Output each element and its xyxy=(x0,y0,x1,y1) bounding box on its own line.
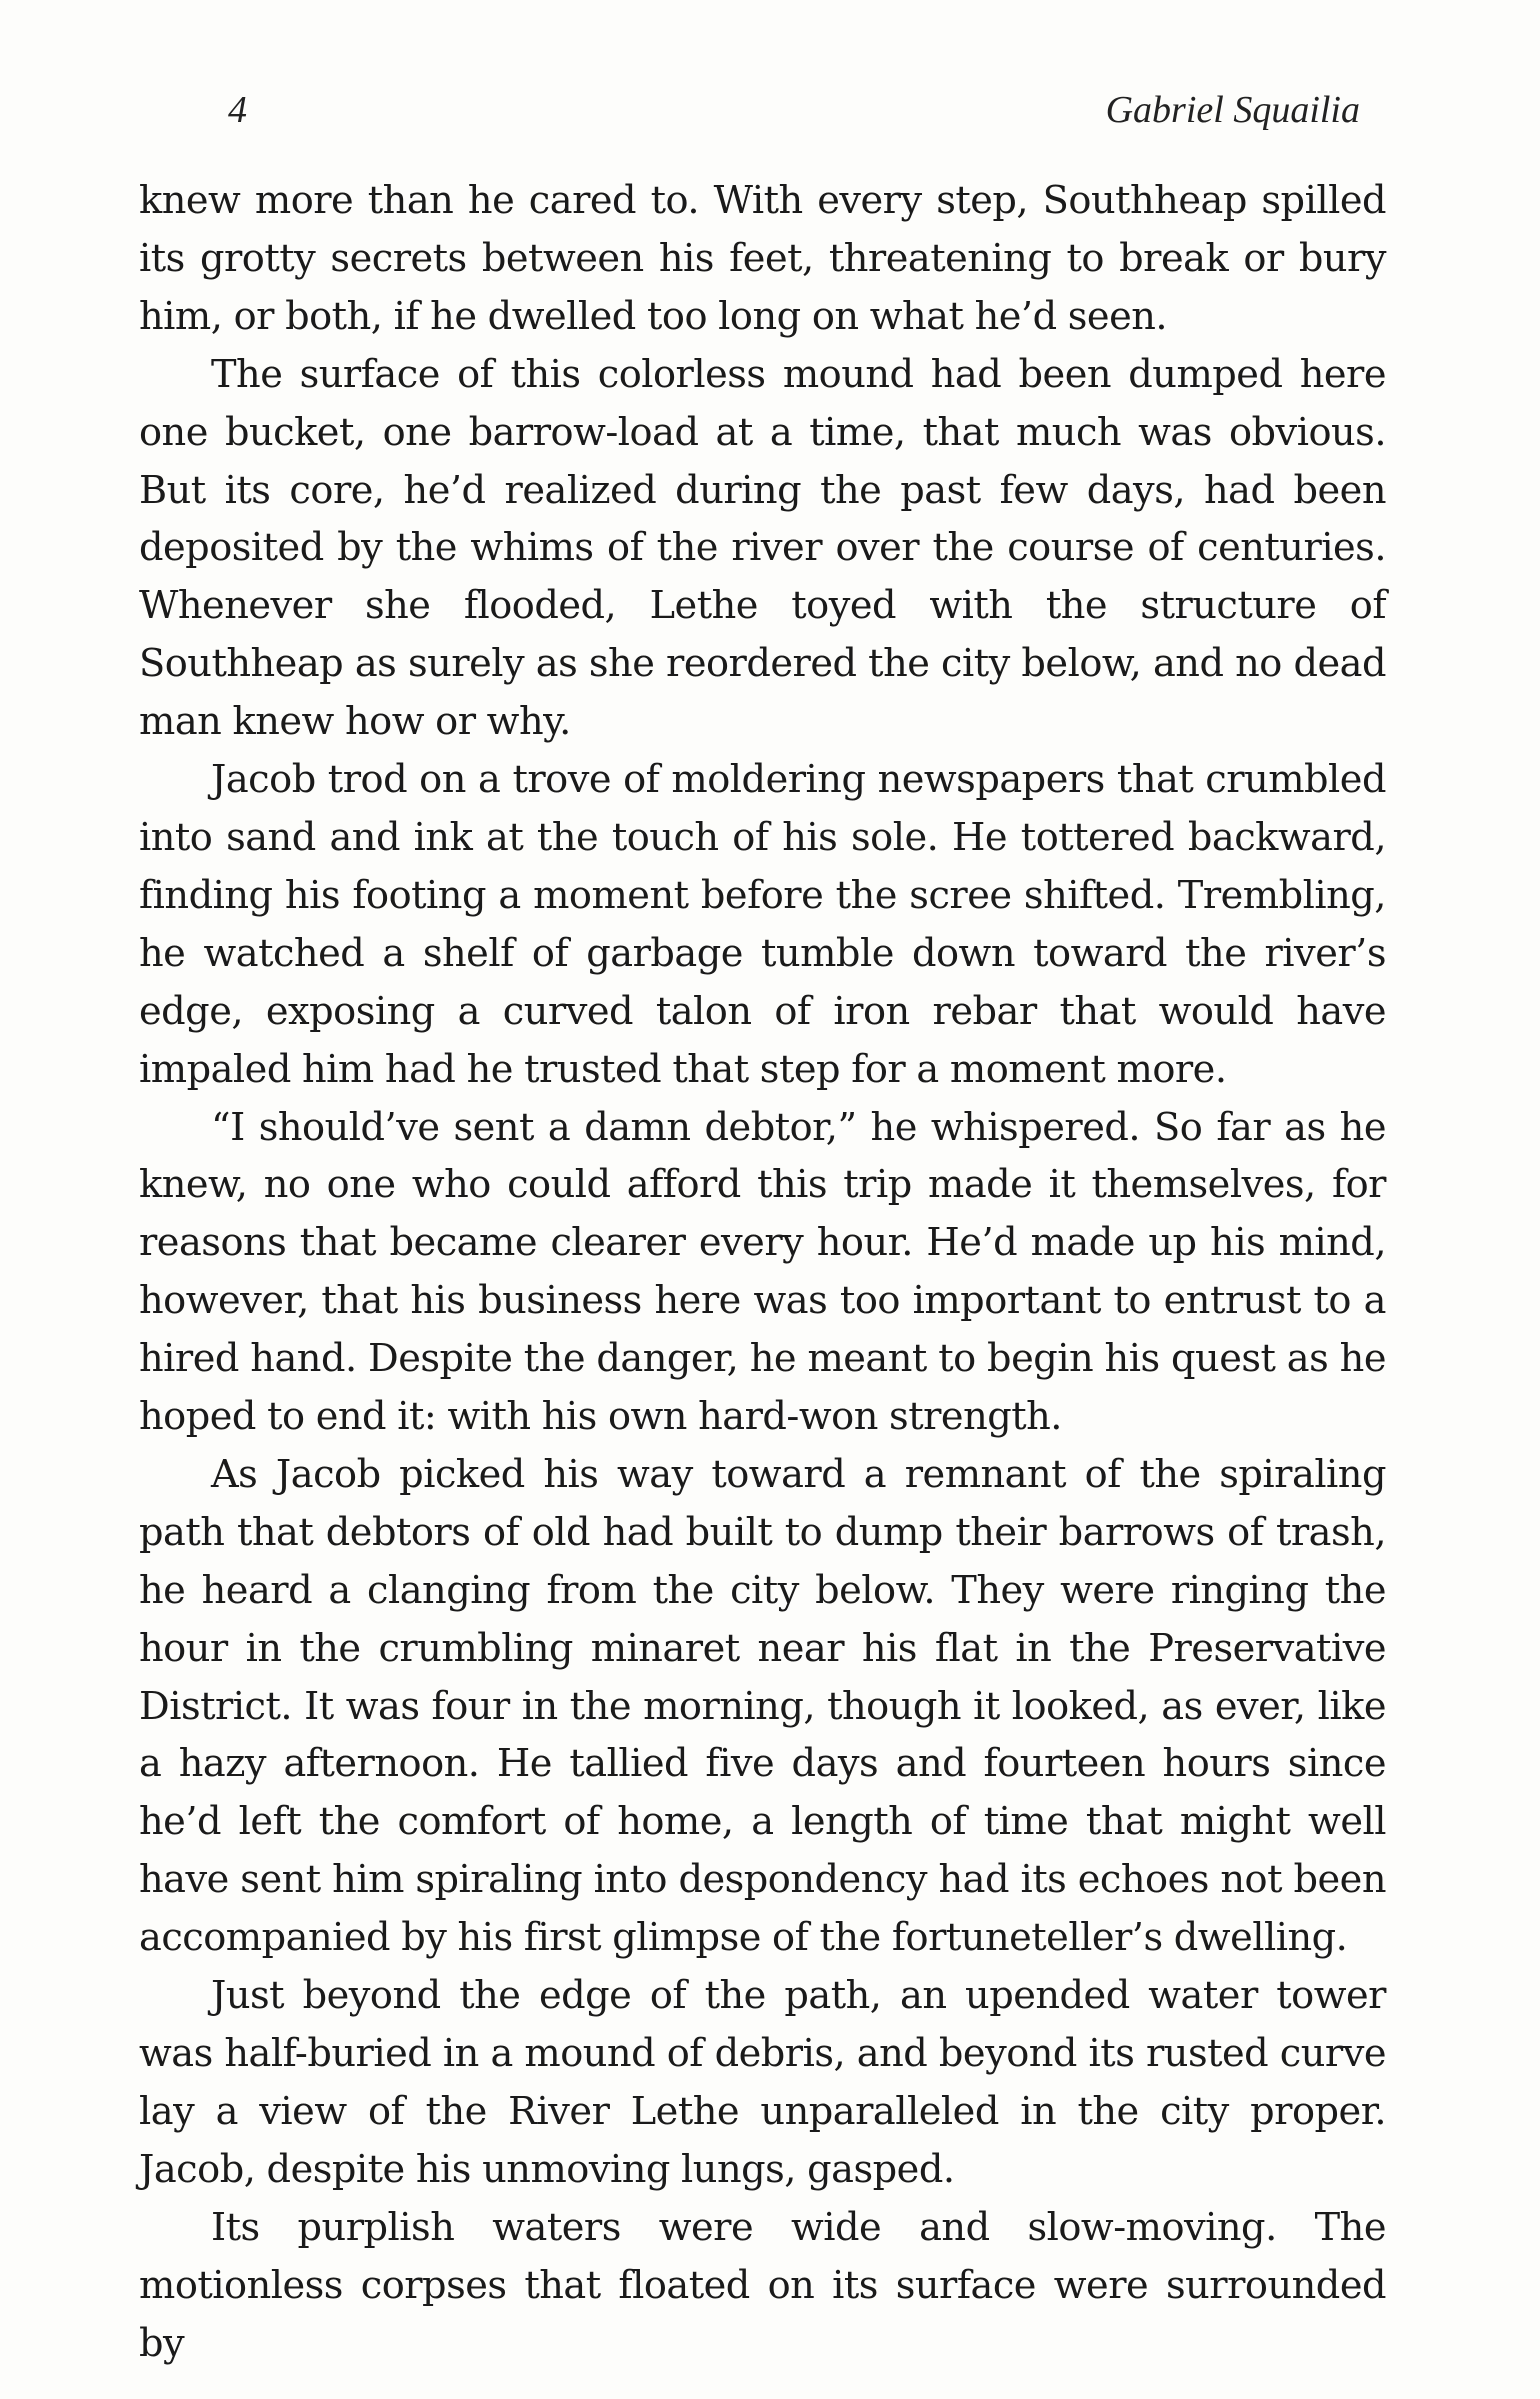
body-text xyxy=(139,172,1386,2372)
paragraph-6: Just beyond the edge of the path, an upended water tower was half-buried in a mound of debris, and beyond its rusted curve lay a view of the River Lethe unparalleled in the city proper. Jacob, despite his unmoving lungs, gasped. xyxy=(139,1973,1386,2192)
paragraph-1: knew more than he cared to. With every step, Southheap spilled its grotty secrets between his feet, threatening to break or bury him, or both, if he dwelled too long on what he’d seen. xyxy=(139,178,1386,339)
paragraph-5: As Jacob picked his way toward a remnant of the spiraling path that debtors of old had built to dump their barrows of trash, he heard a clanging from the city below. They were ringing the hour in the crumbling minaret near his flat in the Preservative District. It was four in the morning, though it looked, as ever, like a hazy afternoon. He tallied five days and fourteen hours since he’d left the comfort of home, a length of time that might well have sent him spiraling into despondency had its echoes not been accompanied by his first glimpse of the fortuneteller’s dwelling. xyxy=(139,1451,1386,1961)
paragraph-7: Its purplish waters were wide and slow-moving. The motionless corpses that floated on its surface were surrounded by xyxy=(139,2204,1386,2366)
running-head xyxy=(140,88,1380,140)
page-number: 4 xyxy=(228,89,247,131)
paragraph-2: The surface of this colorless mound had been dumped here one bucket, one barrow-load at a time, that much was obvious. But its core, he’d realized during the past few days, had been deposited by the whims of the river over the course of centuries. Whenever she flooded, Lethe toyed with the structure of Southheap as surely as she reordered the city below, and no dead man knew how or why. xyxy=(139,351,1386,745)
paragraph-3: Jacob trod on a trove of moldering newspapers that crumbled into sand and ink at the touch of his sole. He tottered backward, finding his footing a moment before the scree shifted. Trembling, he watched a shelf of garbage tumble down toward the river’s edge, exposing a curved talon of iron rebar that would have impaled him had he trusted that step for a moment more. xyxy=(139,757,1386,1092)
running-head-author: Gabriel Squailia xyxy=(1105,89,1360,131)
paragraph-4: “I should’ve sent a damn debtor,” he whispered. So far as he knew, no one who could afford this trip made it themselves, for reasons that became clearer every hour. He’d made up his mind, however, that his business here was too important to entrust to a hired hand. Despite the danger, he meant to begin his quest as he hoped to end it: with his own hard-won strength. xyxy=(139,1104,1386,1440)
